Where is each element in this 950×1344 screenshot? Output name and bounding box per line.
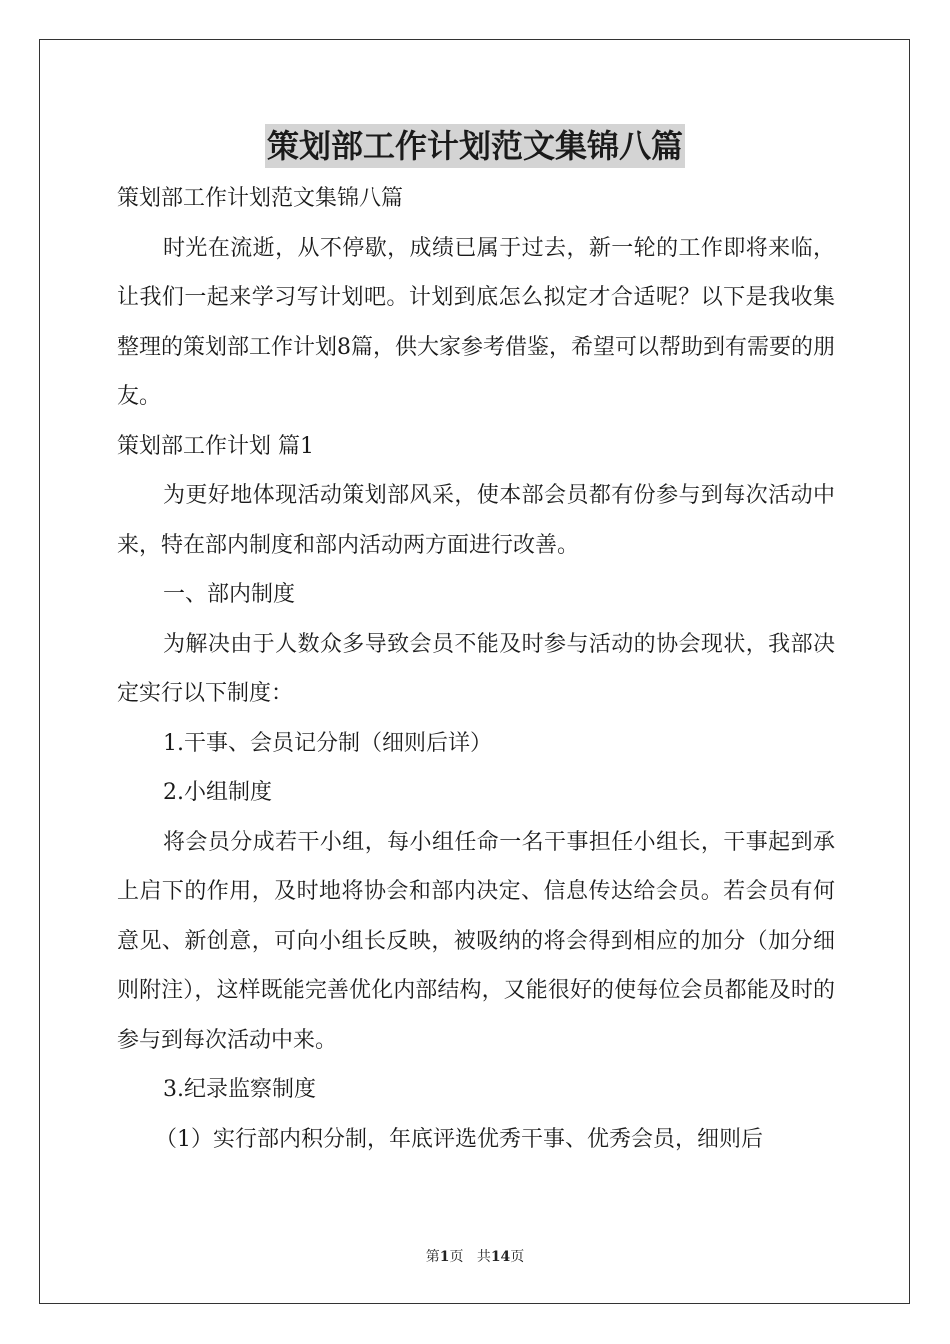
paragraph: 策划部工作计划范文集锦八篇 — [117, 186, 404, 211]
page-footer — [0, 1246, 950, 1266]
document-title: 策划部工作计划范文集锦八篇 — [265, 124, 685, 168]
footer-page-number: 1 — [439, 1249, 450, 1265]
subsection-heading: 一、部内制度 — [163, 582, 296, 607]
title-container — [0, 124, 950, 168]
list-item: 3.纪录监察制度 — [163, 1077, 316, 1102]
paragraph: 为更好地体现活动策划部风采，使本部会员都有份参与到每次活动中来，特在部内制度和部内活动两方面进行改善。 — [117, 483, 835, 558]
footer-total-pages: 14 — [490, 1249, 511, 1265]
footer-page-suffix: 页 — [449, 1249, 464, 1265]
footer-prefix: 第 — [425, 1249, 440, 1265]
section-heading: 策划部工作计划 篇1 — [117, 433, 314, 459]
document-body — [117, 174, 835, 1164]
paragraph: 为解决由于人数众多导致会员不能及时参与活动的协会现状，我部决定实行以下制度： — [117, 631, 835, 706]
paragraph: 将会员分成若干小组，每小组任命一名干事担任小组长，干事起到承上启下的作用，及时地将协会和部内决定、信息传达给会员。若会员有何意见、新创意，可向小组长反映，被吸纳的将会得到相应的加分（加分细则附注），这样既能完善优化内部结构，又能很好的使每位会员都能及时的参与到每次活动中来。 — [117, 829, 835, 1053]
paragraph: 时光在流逝，从不停歇，成绩已属于过去，新一轮的工作即将来临，让我们一起来学习写计划吧。计划到底怎么拟定才合适呢？以下是我收集整理的策划部工作计划8篇，供大家参考借鉴，希望可以帮助到有需要的朋友。 — [117, 235, 835, 409]
list-item: 2.小组制度 — [163, 780, 272, 805]
paragraph: （1）实行部内积分制，年底评选优秀干事、优秀会员，细则后 — [155, 1126, 763, 1152]
list-item: 1.干事、会员记分制（细则后详） — [163, 730, 492, 756]
footer-total-suffix: 页 — [510, 1249, 525, 1265]
footer-total-prefix: 共 — [476, 1249, 491, 1265]
